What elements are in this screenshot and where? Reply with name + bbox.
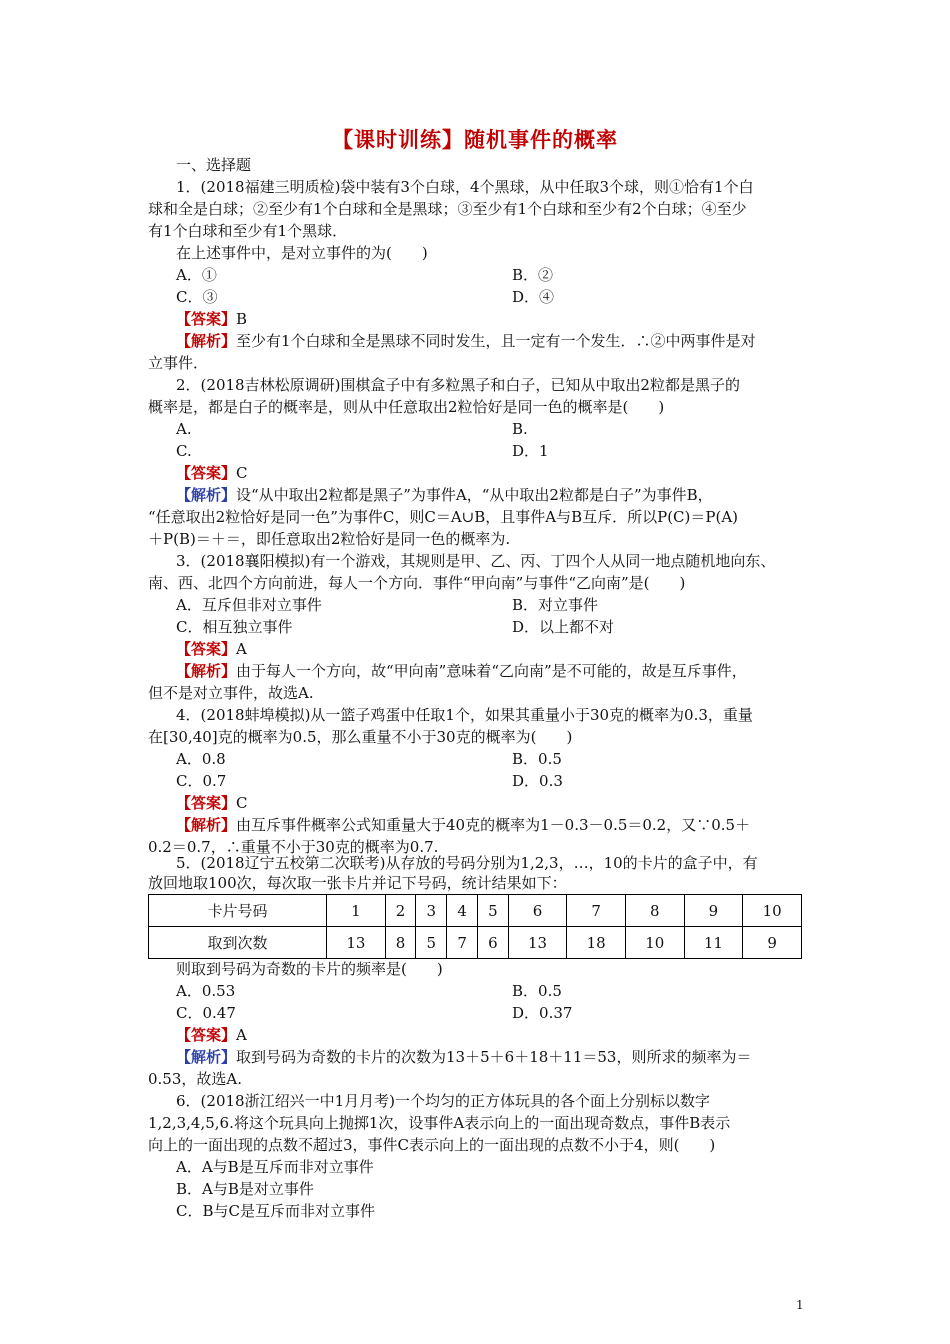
table-cell: 6 — [477, 927, 508, 959]
q1-line3: 有1个白球和至少有1个黑球． — [148, 222, 348, 240]
q2-option-b: B. — [512, 420, 528, 438]
q6-option-a: A．A与B是互斥而非对立事件 — [176, 1158, 374, 1176]
q5-line2: 放回地取100次，每次取一张卡片并记下号码，统计结果如下： — [148, 874, 567, 892]
q5-explanation-line1 — [176, 1046, 751, 1068]
q2-explanation-line1 — [176, 484, 713, 506]
table-cell: 1 — [327, 895, 386, 927]
q2-line1: 2．(2018吉林松原调研)围棋盒子中有多粒黑子和白子，已知从中取出2粒都是黑子的 — [176, 376, 740, 394]
table-cell: 9 — [743, 927, 802, 959]
q5-option-c: C．0.47 — [176, 1004, 236, 1022]
table-cell: 11 — [684, 927, 743, 959]
explanation-tag: 【解析】 — [176, 816, 237, 834]
q3-option-a: A．互斥但非对立事件 — [176, 596, 322, 614]
q1-line1: 1．(2018福建三明质检)袋中装有3个白球，4个黑球，从中任取3个球，则①恰有1个白 — [176, 178, 754, 196]
q3-line1: 3．(2018襄阳模拟)有一个游戏，其规则是甲、乙、丙、丁四个人从同一地点随机地向东、 — [176, 552, 776, 570]
table-cell: 7 — [447, 927, 478, 959]
q6-option-c: C．B与C是互斥而非对立事件 — [176, 1202, 375, 1220]
q6-line2: 1,2,3,4,5,6.将这个玩具向上抛掷1次，设事件A表示向上的一面出现奇数点，事件B表示 — [148, 1114, 731, 1132]
table-cell: 8 — [625, 895, 684, 927]
q1-answer — [176, 308, 247, 330]
q2-option-a: A. — [176, 420, 192, 438]
q5-option-d: D．0.37 — [512, 1004, 573, 1022]
table-cell: 5 — [416, 927, 447, 959]
q2-line2: 概率是，都是白子的概率是，则从中任意取出2粒恰好是同一色的概率是( ) — [148, 398, 665, 416]
q4-line2: 在[30,40]克的概率为0.5，那么重量不小于30克的概率为( ) — [148, 728, 573, 746]
table-cell: 10 — [625, 927, 684, 959]
q3-line2: 南、西、北四个方向前进，每人一个方向．事件“甲向南”与事件“乙向南”是( ) — [148, 574, 686, 592]
table-cell: 2 — [385, 895, 416, 927]
q1-line4: 在上述事件中，是对立事件的为( ) — [176, 244, 428, 262]
q5-line1: 5．(2018辽宁五校第二次联考)从存放的号码分别为1,2,3，…，10的卡片的盒子中，有 — [176, 854, 758, 872]
table-cell: 13 — [508, 927, 567, 959]
table-row — [149, 895, 802, 927]
card-count-table — [148, 894, 802, 959]
q3-option-c: C．相互独立事件 — [176, 618, 293, 636]
answer-tag: 【答案】 — [176, 794, 237, 812]
table-cell: 8 — [385, 927, 416, 959]
q1-explanation-line2: 立事件． — [148, 354, 209, 372]
q3-explanation-line2: 但不是对立事件，故选A. — [148, 684, 314, 702]
table-cell: 7 — [567, 895, 626, 927]
q2-option-c: C. — [176, 442, 192, 460]
q6-line1: 6．(2018浙江绍兴一中1月月考)一个均匀的正方体玩具的各个面上分别标以数字 — [176, 1092, 710, 1110]
table-cell: 13 — [327, 927, 386, 959]
explanation-text: 设“从中取出2粒都是黑子”为事件A，“从中取出2粒都是白子”为事件B， — [236, 486, 713, 504]
answer-tag: 【答案】 — [176, 464, 237, 482]
q2-explanation-line3: ＋P(B)＝＋＝，即任意取出2粒恰好是同一色的概率为. — [148, 530, 511, 548]
q6-line3: 向上的一面出现的点数不超过3，事件C表示向上的一面出现的点数不小于4，则( ) — [148, 1136, 716, 1154]
q5-option-b: B．0.5 — [512, 982, 562, 1000]
q4-answer — [176, 792, 248, 814]
section-heading: 一、选择题 — [176, 156, 252, 174]
page-title: 【课时训练】随机事件的概率 — [332, 127, 618, 152]
table-cell: 3 — [416, 895, 447, 927]
q1-line2: 球和全是白球；②至少有1个白球和全是黑球；③至少有1个白球和至少有2个白球；④至少 — [148, 200, 747, 218]
q2-option-d: D．1 — [512, 442, 549, 460]
q2-answer — [176, 462, 248, 484]
table-cell: 10 — [743, 895, 802, 927]
q4-explanation-line2: 0.2＝0.7，∴重量不小于30克的概率为0.7. — [148, 838, 439, 856]
q1-option-a: A．① — [176, 266, 217, 284]
q1-option-b: B．② — [512, 266, 554, 284]
table-cell: 5 — [477, 895, 508, 927]
table-cell: 4 — [447, 895, 478, 927]
q3-option-b: B．对立事件 — [512, 596, 599, 614]
answer-value: C — [236, 794, 248, 812]
q1-explanation-line1 — [176, 330, 756, 352]
q4-option-c: C．0.7 — [176, 772, 227, 790]
page-number: 1 — [796, 1298, 804, 1312]
q3-answer — [176, 638, 247, 660]
explanation-text: 取到号码为奇数的卡片的次数为13＋5＋6＋18＋11＝53，则所求的频率为＝ — [236, 1048, 752, 1066]
q5-answer — [176, 1024, 247, 1046]
q1-option-d: D．④ — [512, 288, 555, 306]
explanation-tag: 【解析】 — [176, 1048, 237, 1066]
q5-line3: 则取到号码为奇数的卡片的频率是( ) — [176, 960, 443, 978]
q5-option-a: A．0.53 — [176, 982, 236, 1000]
table-cell: 9 — [684, 895, 743, 927]
q3-explanation-line1 — [176, 660, 747, 682]
answer-tag: 【答案】 — [176, 310, 237, 328]
explanation-tag: 【解析】 — [176, 332, 237, 350]
explanation-tag: 【解析】 — [176, 662, 237, 680]
explanation-text: 由互斥事件概率公式知重量大于40克的概率为1－0.3－0.5＝0.2，又∵0.5＋ — [236, 816, 751, 834]
answer-value: A — [236, 1026, 247, 1044]
table-cell: 18 — [567, 927, 626, 959]
table-cell: 卡片号码 — [149, 895, 327, 927]
table-row — [149, 927, 802, 959]
explanation-text: 由于每人一个方向，故“甲向南”意味着“乙向南”是不可能的，故是互斥事件， — [236, 662, 747, 680]
table-cell: 取到次数 — [149, 927, 327, 959]
q4-option-d: D．0.3 — [512, 772, 563, 790]
q4-option-b: B．0.5 — [512, 750, 562, 768]
q1-option-c: C．③ — [176, 288, 218, 306]
q6-option-b: B．A与B是对立事件 — [176, 1180, 314, 1198]
answer-value: A — [236, 640, 247, 658]
q3-option-d: D．以上都不对 — [512, 618, 615, 636]
explanation-text: 至少有1个白球和全是黑球不同时发生，且一定有一个发生．∴②中两事件是对 — [236, 332, 756, 350]
answer-tag: 【答案】 — [176, 640, 237, 658]
table-cell: 6 — [508, 895, 567, 927]
q4-explanation-line1 — [176, 814, 750, 836]
q5-explanation-line2: 0.53，故选A. — [148, 1070, 242, 1088]
q4-line1: 4．(2018蚌埠模拟)从一篮子鸡蛋中任取1个，如果其重量小于30克的概率为0.3，重量 — [176, 706, 753, 724]
q2-explanation-line2: “任意取出2粒恰好是同一色”为事件C，则C＝A∪B，且事件A与B互斥．所以P(C)＝P(A) — [148, 508, 739, 526]
explanation-tag: 【解析】 — [176, 486, 237, 504]
q4-option-a: A．0.8 — [176, 750, 226, 768]
answer-value: C — [236, 464, 248, 482]
answer-value: B — [236, 310, 248, 328]
answer-tag: 【答案】 — [176, 1026, 237, 1044]
